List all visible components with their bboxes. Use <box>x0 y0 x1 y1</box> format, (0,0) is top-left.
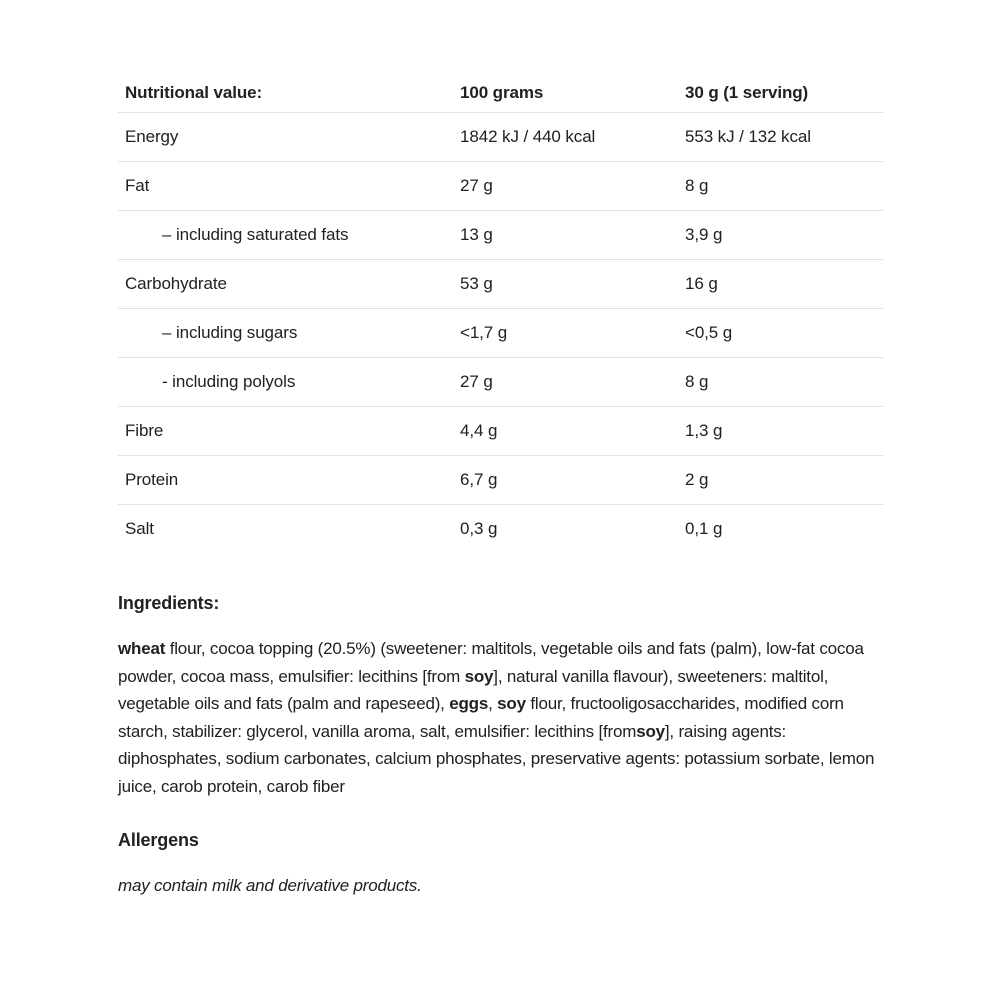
row-label: - including polyols <box>118 357 460 406</box>
ingredient-allergen-bold: soy <box>497 694 526 713</box>
table-row <box>118 112 883 161</box>
row-value-100g: 27 g <box>460 161 685 210</box>
row-value-100g: 6,7 g <box>460 455 685 504</box>
row-value-100g: 13 g <box>460 210 685 259</box>
row-value-30g: 16 g <box>685 259 883 308</box>
row-label: – including sugars <box>118 308 460 357</box>
table-header-row <box>118 75 883 112</box>
row-label: Fibre <box>118 406 460 455</box>
table-row <box>118 210 883 259</box>
row-value-30g: 0,1 g <box>685 518 723 538</box>
allergens-text: may contain milk and derivative products. <box>118 876 422 895</box>
ingredient-allergen-bold: soy <box>636 721 665 741</box>
row-value-100g: <1,7 g <box>460 308 685 357</box>
row-value-30g: 3,9 g <box>685 210 883 259</box>
table-row <box>118 406 883 455</box>
ingredient-allergen-bold: wheat <box>118 639 166 658</box>
table-row <box>118 161 883 210</box>
row-value-30g: 1,3 g <box>685 406 883 455</box>
ingredients-text: wheat flour, cocoa topping (20.5%) (sweetener: maltitols, vegetable oils and fats (palm), low-fat cocoa powder, cocoa mass, emulsifier: lecithins [from soy], natural vanilla flavour), sweeteners: maltitol, vegetable oils and fats (palm and rapeseed), eggs, soy flour, fructooligosaccharides, modified corn starch, stabilizer: glycerol, vanilla aroma, salt, emulsifier: lecithins [fromsoy], raising agents: diphosphates, sodium carbonates, calcium phosphates, preservative agents: potassium sorbate, lemon juice, carob protein, carob fiber <box>118 639 875 796</box>
ingredient-allergen-bold: soy <box>464 666 494 686</box>
allergens-heading: Allergens <box>118 830 199 850</box>
nutrition-table-body <box>118 112 883 553</box>
row-label: Salt <box>125 518 154 538</box>
col-header-100-grams: 100 grams <box>460 75 685 112</box>
ingredients-heading: Ingredients: <box>118 593 220 613</box>
nutrition-table-header <box>118 75 883 112</box>
row-value-100g: 27 g <box>460 357 685 406</box>
row-value-30g: 8 g <box>685 357 883 406</box>
row-value-30g: 553 kJ / 132 kcal <box>685 112 883 161</box>
row-value-100g: 1842 kJ / 440 kcal <box>460 112 685 161</box>
table-row <box>118 357 883 406</box>
row-value-30g: <0,5 g <box>685 308 883 357</box>
table-row <box>118 308 883 357</box>
row-value-30g: 8 g <box>685 161 883 210</box>
col-header-30g-serving: 30 g (1 serving) <box>685 75 883 112</box>
nutrition-table <box>118 75 883 553</box>
table-row <box>118 259 883 308</box>
row-value-30g: 2 g <box>685 455 883 504</box>
row-label: Fat <box>118 161 460 210</box>
row-label: Protein <box>118 455 460 504</box>
row-label: Energy <box>118 112 460 161</box>
ingredient-allergen-bold: eggs <box>449 694 489 713</box>
row-value-100g: 4,4 g <box>460 406 685 455</box>
row-label: – including saturated fats <box>118 210 460 259</box>
row-label: Carbohydrate <box>118 259 460 308</box>
col-header-nutritional-value: Nutritional value: <box>118 75 460 112</box>
product-nutrition-panel <box>118 75 883 900</box>
row-value-100g: 53 g <box>460 259 685 308</box>
row-value-100g: 0,3 g <box>460 518 498 538</box>
table-row <box>118 455 883 504</box>
table-row <box>118 504 883 553</box>
